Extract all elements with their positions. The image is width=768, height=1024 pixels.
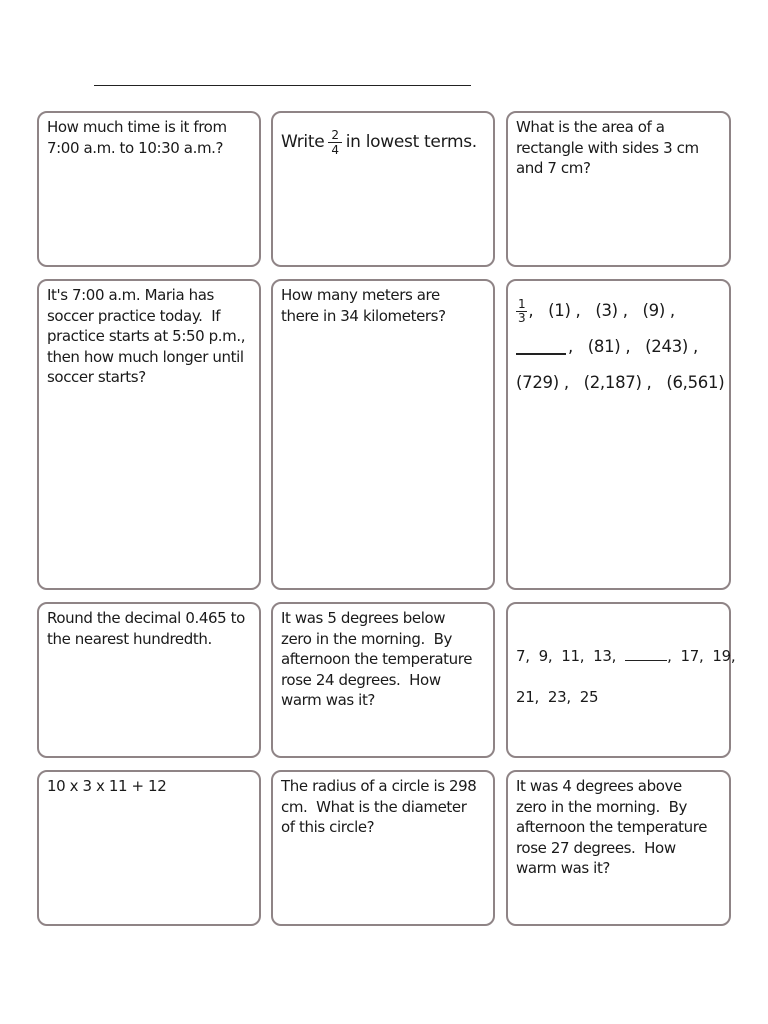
sequence-line-2	[516, 333, 721, 361]
question-text: What is the area of a rectangle with sides 3 cm and 7 cm?	[516, 118, 699, 177]
name-line	[94, 85, 471, 86]
sequence-line-2	[516, 687, 721, 708]
task-card-round-decimal	[37, 602, 261, 758]
sequence-values: , (1) , (3) , (9) ,	[528, 300, 675, 320]
task-card-circle-diameter	[271, 770, 495, 926]
fraction	[328, 129, 341, 156]
task-card-soccer-practice	[37, 279, 261, 590]
task-card-expression	[37, 770, 261, 926]
question-text	[281, 129, 485, 156]
fraction-denominator: 4	[331, 143, 339, 157]
sequence-line-1	[516, 297, 721, 325]
lowest-terms-label: in lowest terms.	[345, 132, 477, 153]
sequence-line-3	[516, 369, 725, 397]
fraction-numerator: 2	[328, 129, 341, 143]
question-text: The radius of a circle is 298 cm. What is the diameter of this circle?	[281, 777, 477, 836]
question-text: It was 4 degrees above zero in the morning. By afternoon the temperature rose 27 degrees. How warm was it?	[516, 777, 708, 877]
fraction-numerator: 1	[518, 297, 526, 311]
task-card-rectangle-area	[506, 111, 731, 267]
task-card-temperature-below	[271, 602, 495, 758]
task-card-kilometers	[271, 279, 495, 590]
sequence-values: (729) , (2,187) , (6,561)	[516, 372, 725, 392]
task-card-lowest-terms	[271, 111, 495, 267]
question-text: Round the decimal 0.465 to the nearest hundredth.	[47, 609, 245, 648]
sequence-line-1	[516, 646, 736, 667]
question-text: How many meters are there in 34 kilometers?	[281, 286, 446, 325]
fraction	[516, 298, 527, 324]
sequence-values: 21, 23, 25	[516, 687, 599, 706]
question-text: It's 7:00 a.m. Maria has soccer practice today. If practice starts at 5:50 p.m., then how much longer until soccer starts?	[47, 286, 246, 386]
write-label: Write	[281, 132, 325, 153]
task-card-temperature-above	[506, 770, 731, 926]
sequence-values: 7, 9, 11, 13,	[516, 647, 626, 665]
question-text: 10 x 3 x 11 + 12	[47, 777, 167, 795]
question-text: How much time is it from 7:00 a.m. to 10:30 a.m.?	[47, 118, 227, 157]
sequence-values: , (81) , (243) ,	[568, 336, 698, 356]
answer-blank	[516, 339, 566, 355]
sequence-values: , 17, 19,	[667, 647, 736, 665]
fraction-denominator: 3	[518, 311, 526, 325]
task-card-odd-sequence	[506, 602, 736, 758]
task-card-time-elapsed	[37, 111, 261, 267]
task-card-power-sequence	[506, 279, 731, 590]
answer-blank	[625, 648, 667, 661]
question-text: It was 5 degrees below zero in the morning. By afternoon the temperature rose 24 degrees. How warm was it?	[281, 609, 473, 709]
